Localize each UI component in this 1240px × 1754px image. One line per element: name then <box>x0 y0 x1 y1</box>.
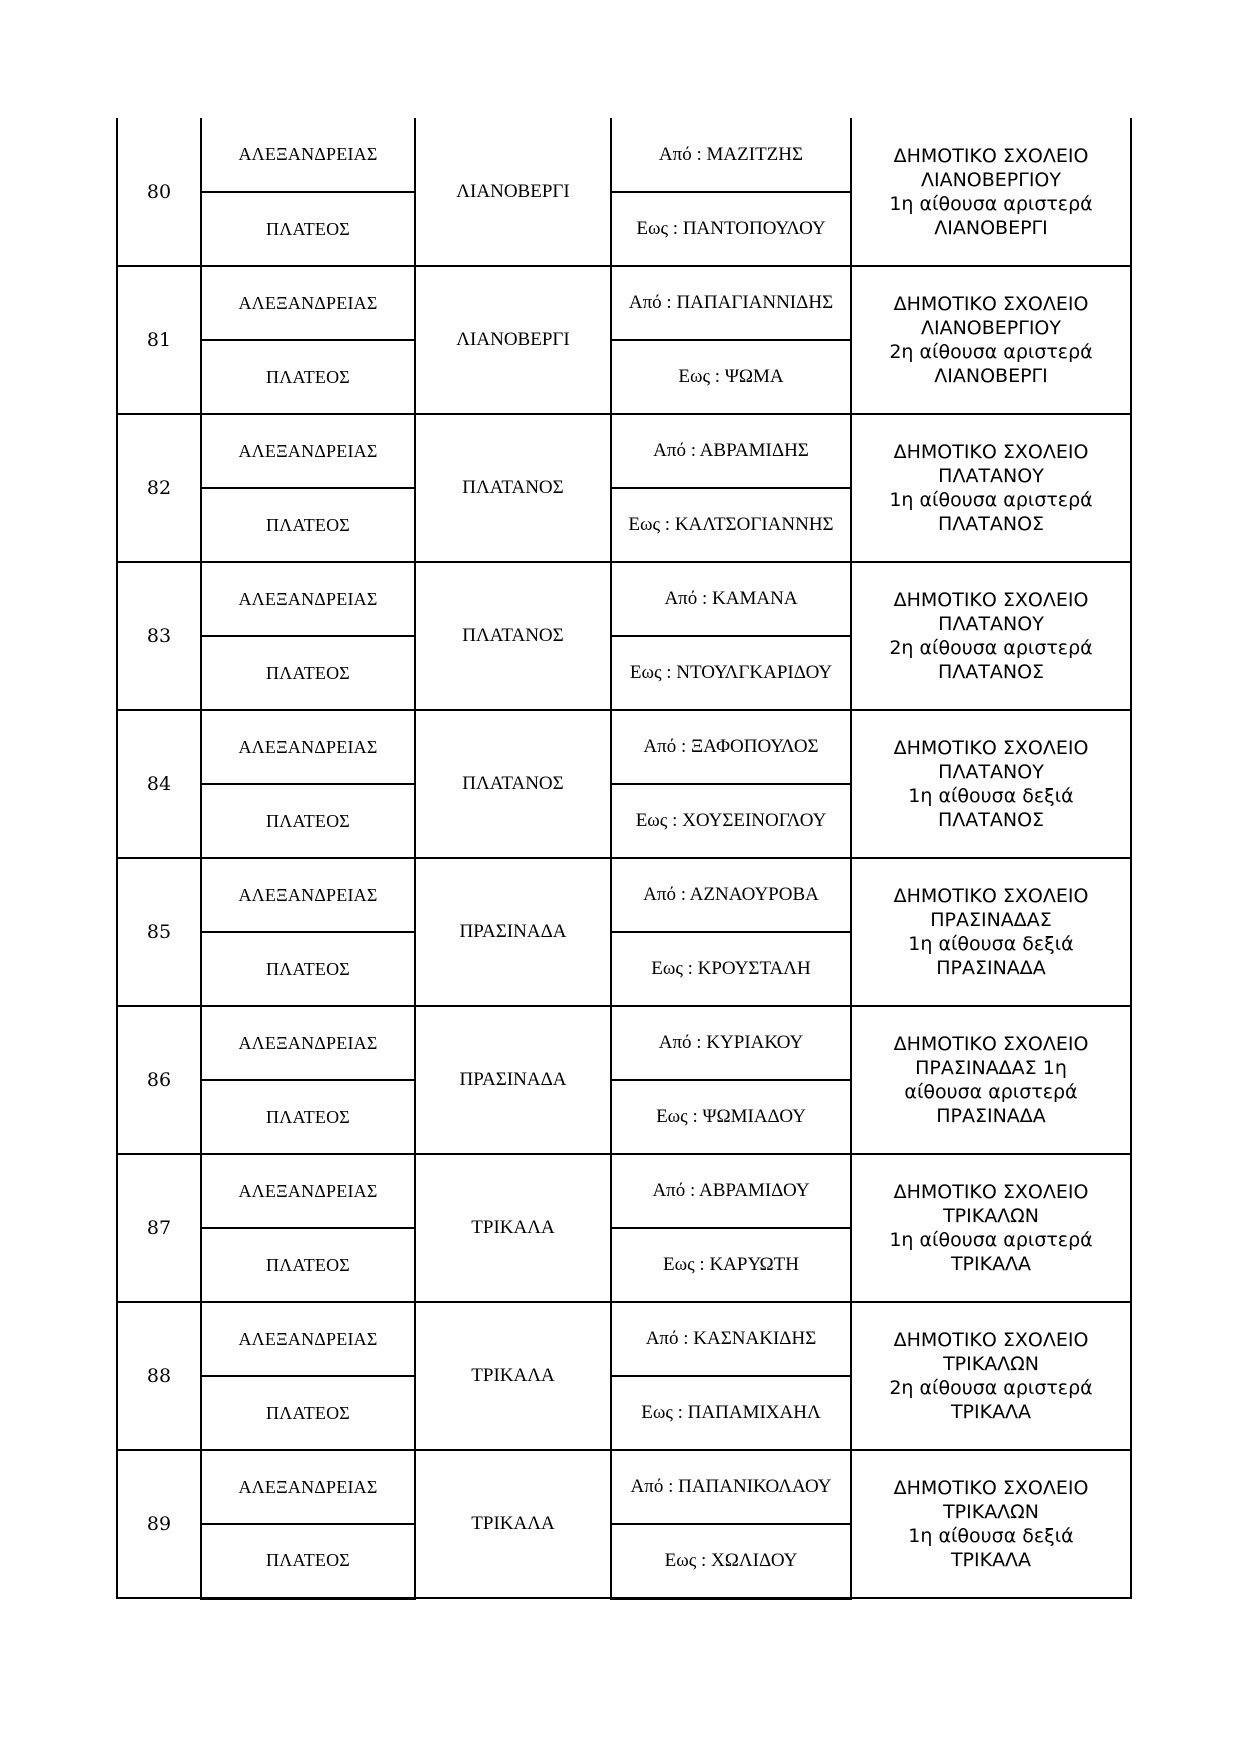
station-number: 81 <box>117 266 201 414</box>
surname-range-from: Από : ΚΑΜΑΝΑ <box>611 562 851 636</box>
station-number: 89 <box>117 1450 201 1598</box>
polling-location-line: 2η αίθουσα αριστερά <box>889 1377 1093 1399</box>
region-name: ΑΛΕΞΑΝΔΡΕΙΑΣ <box>201 414 415 488</box>
region-name: ΑΛΕΞΑΝΔΡΕΙΑΣ <box>201 1302 415 1376</box>
place-name: ΛΙΑΝΟΒΕΡΓΙ <box>415 266 611 414</box>
polling-location-line: ΠΡΑΣΙΝΑΔΑ <box>936 957 1046 979</box>
region-subname: ΠΛΑΤΕΟΣ <box>201 1524 415 1598</box>
region-subname: ΠΛΑΤΕΟΣ <box>201 192 415 266</box>
polling-location-line: ΔΗΜΟΤΙΚΟ ΣΧΟΛΕΙΟ <box>893 589 1089 611</box>
region-subname: ΠΛΑΤΕΟΣ <box>201 1228 415 1302</box>
place-name: ΠΛΑΤΑΝΟΣ <box>415 562 611 710</box>
polling-location <box>851 1302 1131 1450</box>
station-number: 85 <box>117 858 201 1006</box>
surname-range-to: Εως : ΚΑΡΥΩΤΗ <box>611 1228 851 1302</box>
polling-location-line: ΔΗΜΟΤΙΚΟ ΣΧΟΛΕΙΟ <box>893 441 1089 463</box>
polling-location-line: ΤΡΙΚΑΛΩΝ <box>943 1353 1039 1375</box>
polling-location-line: ΤΡΙΚΑΛΑ <box>950 1253 1032 1275</box>
surname-range-to: Εως : ΠΑΝΤΟΠΟΥΛΟΥ <box>611 192 851 266</box>
surname-range-from: Από : ΑΒΡΑΜΙΔΟΥ <box>611 1154 851 1228</box>
station-number: 83 <box>117 562 201 710</box>
polling-location-line: ΠΡΑΣΙΝΑΔΑΣ <box>930 909 1052 931</box>
station-number: 82 <box>117 414 201 562</box>
region-name: ΑΛΕΞΑΝΔΡΕΙΑΣ <box>201 1450 415 1524</box>
polling-location-line: ΛΙΑΝΟΒΕΡΓΙΟΥ <box>920 168 1061 191</box>
region-name: ΑΛΕΞΑΝΔΡΕΙΑΣ <box>201 562 415 636</box>
table-row <box>117 1154 1131 1228</box>
surname-range-from: Από : ΜΑΖΙΤΖΗΣ <box>611 118 851 192</box>
polling-location-line: ΔΗΜΟΤΙΚΟ ΣΧΟΛΕΙΟ <box>893 293 1089 315</box>
region-name: ΑΛΕΞΑΝΔΡΕΙΑΣ <box>201 1006 415 1080</box>
station-number: 87 <box>117 1154 201 1302</box>
polling-location <box>851 1450 1131 1598</box>
place-name: ΛΙΑΝΟΒΕΡΓΙ <box>415 118 611 266</box>
polling-location-line: ΤΡΙΚΑΛΑ <box>950 1549 1032 1571</box>
polling-location-line: 1η αίθουσα δεξιά <box>908 785 1074 807</box>
place-name: ΤΡΙΚΑΛΑ <box>415 1302 611 1450</box>
table-row <box>117 858 1131 932</box>
region-subname: ΠΛΑΤΕΟΣ <box>201 1376 415 1450</box>
polling-location-line: ΛΙΑΝΟΒΕΡΓΙ <box>934 365 1048 387</box>
place-name: ΤΡΙΚΑΛΑ <box>415 1154 611 1302</box>
surname-range-from: Από : ΠΑΠΑΝΙΚΟΛΑΟΥ <box>611 1450 851 1524</box>
polling-location <box>851 858 1131 1006</box>
surname-range-to: Εως : ΠΑΠΑΜΙΧΑΗΛ <box>611 1376 851 1450</box>
station-number: 84 <box>117 710 201 858</box>
polling-location-line: ΔΗΜΟΤΙΚΟ ΣΧΟΛΕΙΟ <box>893 1477 1089 1499</box>
polling-location-line: ΠΛΑΤΑΝΟΣ <box>937 809 1045 831</box>
surname-range-from: Από : ΚΥΡΙΑΚΟΥ <box>611 1006 851 1080</box>
surname-range-from: Από : ΑΒΡΑΜΙΔΗΣ <box>611 414 851 488</box>
surname-range-from: Από : ΚΑΣΝΑΚΙΔΗΣ <box>611 1302 851 1376</box>
polling-location-line: ΤΡΙΚΑΛΩΝ <box>943 1501 1039 1523</box>
table-body <box>117 118 1131 1598</box>
polling-location-line: ΠΛΑΤΑΝΟΥ <box>938 465 1044 487</box>
polling-location-line: 2η αίθουσα αριστερά <box>889 341 1093 363</box>
surname-range-from: Από : ΞΑΦΟΠΟΥΛΟΣ <box>611 710 851 784</box>
polling-location-line: ΔΗΜΟΤΙΚΟ ΣΧΟΛΕΙΟ <box>893 737 1089 759</box>
polling-location-line: ΠΛΑΤΑΝΟΣ <box>937 661 1045 683</box>
surname-range-to: Εως : ΚΡΟΥΣΤΑΛΗ <box>611 932 851 1006</box>
surname-range-from: Από : ΠΑΠΑΓΙΑΝΝΙΔΗΣ <box>611 266 851 340</box>
polling-location-line: ΛΙΑΝΟΒΕΡΓΙΟΥ <box>920 317 1061 339</box>
polling-location-line: ΤΡΙΚΑΛΩΝ <box>943 1205 1039 1227</box>
polling-location-line: 1η αίθουσα αριστερά <box>889 1229 1093 1251</box>
polling-location-line: ΔΗΜΟΤΙΚΟ ΣΧΟΛΕΙΟ <box>893 144 1089 167</box>
polling-location <box>851 1154 1131 1302</box>
polling-location-line: 1η αίθουσα δεξιά <box>908 1525 1074 1547</box>
table-row <box>117 562 1131 636</box>
polling-location-line: ΛΙΑΝΟΒΕΡΓΙ <box>934 216 1048 239</box>
polling-location-line: 1η αίθουσα αριστερά <box>889 489 1093 511</box>
surname-range-to: Εως : ΝΤΟΥΛΓΚΑΡΙΔΟΥ <box>611 636 851 710</box>
surname-range-to: Εως : ΧΩΛΙΔΟΥ <box>611 1524 851 1598</box>
polling-location-line: ΠΛΑΤΑΝΟΥ <box>938 761 1044 783</box>
place-name: ΠΡΑΣΙΝΑΔΑ <box>415 1006 611 1154</box>
table-row <box>117 118 1131 192</box>
table-row <box>117 710 1131 784</box>
polling-location <box>851 118 1131 266</box>
surname-range-to: Εως : ΧΟΥΣΕΙΝΟΓΛΟΥ <box>611 784 851 858</box>
polling-location <box>851 562 1131 710</box>
polling-location <box>851 414 1131 562</box>
surname-range-to: Εως : ΨΩΜΑ <box>611 340 851 414</box>
surname-range-to: Εως : ΚΑΛΤΣΟΓΙΑΝΝΗΣ <box>611 488 851 562</box>
station-number: 86 <box>117 1006 201 1154</box>
region-subname: ΠΛΑΤΕΟΣ <box>201 784 415 858</box>
polling-location-line: ΠΡΑΣΙΝΑΔΑΣ 1η <box>915 1057 1067 1079</box>
polling-location-line: ΠΛΑΤΑΝΟΥ <box>938 613 1044 635</box>
place-name: ΠΛΑΤΑΝΟΣ <box>415 710 611 858</box>
polling-location-line: 1η αίθουσα αριστερά <box>889 192 1093 215</box>
place-name: ΤΡΙΚΑΛΑ <box>415 1450 611 1598</box>
place-name: ΠΛΑΤΑΝΟΣ <box>415 414 611 562</box>
polling-location-line: ΔΗΜΟΤΙΚΟ ΣΧΟΛΕΙΟ <box>893 885 1089 907</box>
polling-location <box>851 710 1131 858</box>
region-name: ΑΛΕΞΑΝΔΡΕΙΑΣ <box>201 858 415 932</box>
region-name: ΑΛΕΞΑΝΔΡΕΙΑΣ <box>201 118 415 192</box>
region-subname: ΠΛΑΤΕΟΣ <box>201 1080 415 1154</box>
region-subname: ΠΛΑΤΕΟΣ <box>201 488 415 562</box>
polling-location-line: 1η αίθουσα δεξιά <box>908 933 1074 955</box>
polling-stations-table <box>116 118 1132 1600</box>
polling-location-line: ΔΗΜΟΤΙΚΟ ΣΧΟΛΕΙΟ <box>893 1033 1089 1055</box>
station-number: 88 <box>117 1302 201 1450</box>
polling-location-line: ΤΡΙΚΑΛΑ <box>950 1401 1032 1423</box>
polling-location <box>851 266 1131 414</box>
polling-location-line: ΔΗΜΟΤΙΚΟ ΣΧΟΛΕΙΟ <box>893 1181 1089 1203</box>
table-row <box>117 414 1131 488</box>
table-row <box>117 266 1131 340</box>
region-subname: ΠΛΑΤΕΟΣ <box>201 636 415 710</box>
polling-location-line: ΔΗΜΟΤΙΚΟ ΣΧΟΛΕΙΟ <box>893 1329 1089 1351</box>
polling-location-line: ΠΡΑΣΙΝΑΔΑ <box>936 1105 1046 1127</box>
polling-location-line: ΠΛΑΤΑΝΟΣ <box>937 513 1045 535</box>
place-name: ΠΡΑΣΙΝΑΔΑ <box>415 858 611 1006</box>
polling-location-line: αίθουσα αριστερά <box>904 1081 1078 1103</box>
table-row <box>117 1302 1131 1376</box>
station-number: 80 <box>117 118 201 266</box>
polling-location <box>851 1006 1131 1154</box>
region-subname: ΠΛΑΤΕΟΣ <box>201 932 415 1006</box>
polling-location-line: 2η αίθουσα αριστερά <box>889 637 1093 659</box>
surname-range-from: Από : ΑΖΝΑΟΥΡΟΒΑ <box>611 858 851 932</box>
region-name: ΑΛΕΞΑΝΔΡΕΙΑΣ <box>201 1154 415 1228</box>
table-row <box>117 1450 1131 1524</box>
region-name: ΑΛΕΞΑΝΔΡΕΙΑΣ <box>201 266 415 340</box>
region-name: ΑΛΕΞΑΝΔΡΕΙΑΣ <box>201 710 415 784</box>
table-row <box>117 1006 1131 1080</box>
region-subname: ΠΛΑΤΕΟΣ <box>201 340 415 414</box>
surname-range-to: Εως : ΨΩΜΙΑΔΟΥ <box>611 1080 851 1154</box>
